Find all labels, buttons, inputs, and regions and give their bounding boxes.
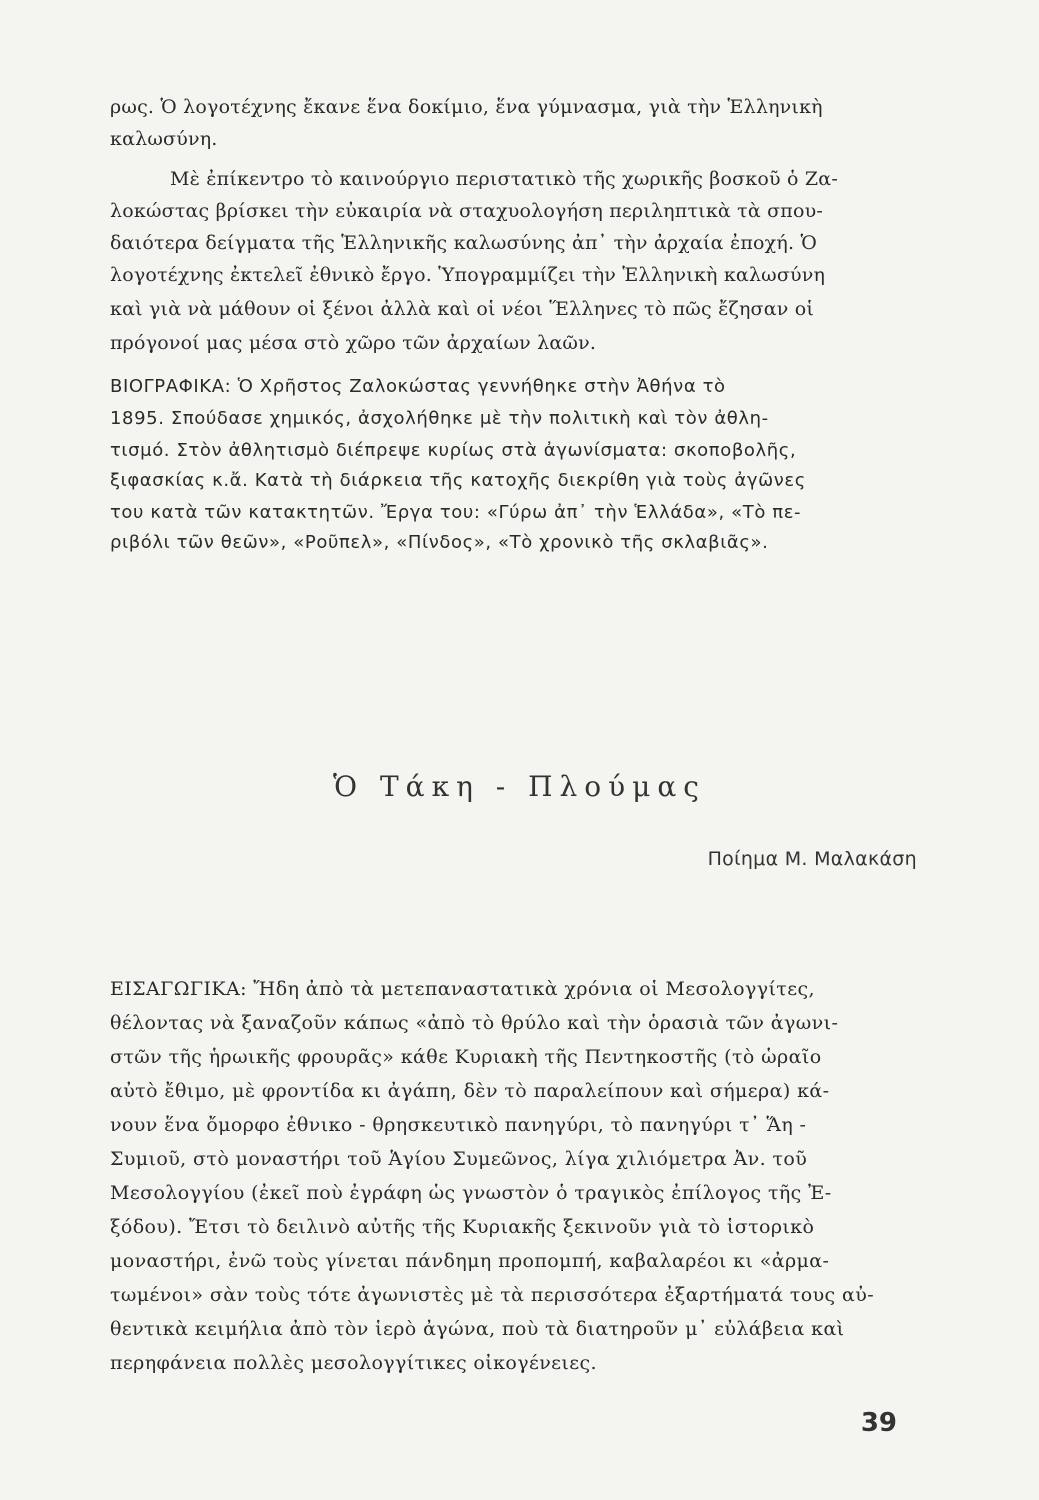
text-line: ριβόλι τῶν θεῶν», «Ροῦπελ», «Πίνδος», «Τὸ χρονικὸ τῆς σκλαβιᾶς».	[110, 532, 769, 553]
text-line: δαιότερα δείγματα τῆς Ἑλληνικῆς καλωσύνης ἀπ᾽ τὴν ἀρχαία ἐποχή. Ὁ	[110, 232, 817, 254]
page-number: 39	[860, 1408, 897, 1438]
text-line: περηφάνεια πολλὲς μεσολογγίτικες οἰκογένειες.	[110, 1352, 597, 1374]
text-line: θεντικὰ κειμήλια ἀπὸ τὸν ἱερὸ ἀγώνα, ποὺ τὰ διατηροῦν μ᾽ εὐλάβεια καὶ	[110, 1318, 845, 1340]
text-line: ξόδου). Ἔτσι τὸ δειλινὸ αὐτῆς τῆς Κυριακῆς ξεκινοῦν γιὰ τὸ ἱστορικὸ	[110, 1216, 815, 1238]
text-line: θέλοντας νὰ ξαναζοῦν κάπως «ἀπὸ τὸ θρύλο καὶ τὴν ὁρασιὰ τῶν ἀγωνι-	[110, 1012, 839, 1034]
text-line: νουν ἕνα ὄμορφο ἐθνικο - θρησκευτικὸ πανηγύρι, τὸ πανηγύρι τ᾽ Ἅη -	[110, 1114, 807, 1136]
text-line: τωμένοι» σὰν τοὺς τότε ἀγωνιστὲς μὲ τὰ περισσότερα ἐξαρτήματά τους αὐ-	[110, 1284, 875, 1306]
text-line: λοκώστας βρίσκει τὴν εὐκαιρία νὰ σταχυολογήση περιληπτικὰ τὰ σπου-	[110, 200, 824, 222]
text-line: 1895. Σπούδασε χημικός, ἀσχολήθηκε μὲ τὴν πολιτικὴ καὶ τὸν ἀθλη-	[110, 408, 769, 429]
text-line: καὶ γιὰ νὰ μάθουν οἱ ξένοι ἀλλὰ καὶ οἱ νέοι Ἕλληνες τὸ πῶς ἔζησαν οἱ	[110, 298, 815, 320]
text-line: ξιφασκίας κ.ἄ. Κατὰ τὴ διάρκεια τῆς κατοχῆς διεκρίθη γιὰ τοὺς ἀγῶνες	[110, 470, 806, 491]
text-line: στῶν τῆς ἡρωικῆς φρουρᾶς» κάθε Κυριακὴ τῆς Πεντηκοστῆς (τὸ ὡραῖο	[110, 1046, 822, 1068]
text-line: του κατὰ τῶν κατακτητῶν. Ἔργα του: «Γύρω ἀπ᾽ τὴν Ἑλλάδα», «Τὸ πε-	[110, 502, 802, 523]
text-line: πρόγονοί μας μέσα στὸ χῶρο τῶν ἀρχαίων λαῶν.	[110, 332, 597, 354]
text-line: Συμιοῦ, στὸ μοναστήρι τοῦ Ἁγίου Συμεῶνος, λίγα χιλιόμετρα Ἀν. τοῦ	[110, 1148, 808, 1170]
text-line: ρως. Ὁ λογοτέχνης ἔκανε ἕνα δοκίμιο, ἕνα γύμνασμα, γιὰ τὴν Ἑλληνικὴ	[110, 96, 823, 118]
text-line: τισμό. Στὸν ἀθλητισμὸ διέπρεψε κυρίως στὰ ἀγωνίσματα: σκοποβολῆς,	[110, 440, 797, 461]
text-line: ΕΙΣΑΓΩΓΙΚΑ: Ἤδη ἀπὸ τὰ μετεπαναστατικὰ χρόνια οἱ Μεσολογγίτες,	[110, 978, 815, 1000]
text-line: Μεσολογγίου (ἐκεῖ ποὺ ἐγράφη ὡς γνωστὸν ὁ τραγικὸς ἐπίλογος τῆς Ἐ-	[110, 1182, 832, 1204]
text-line: μοναστήρι, ἐνῶ τοὺς γίνεται πάνδημη προπομπή, καβαλαρέοι κι «ἀρμα-	[110, 1250, 830, 1272]
text-line: καλωσύνη.	[110, 128, 218, 150]
text-line: ΒΙΟΓΡΑΦΙΚΑ: Ὁ Χρῆστος Ζαλοκώστας γεννήθηκε στὴν Ἀθήνα τὸ	[110, 376, 726, 397]
text-line: αὐτὸ ἔθιμο, μὲ φροντίδα κι ἀγάπη, δὲν τὸ παραλείπουν καὶ σήμερα) κά-	[110, 1080, 830, 1102]
text-line: λογοτέχνης ἐκτελεῖ ἐθνικὸ ἔργο. Ὑπογραμμίζει τὴν Ἑλληνικὴ καλωσύνη	[110, 264, 826, 286]
text-line: Μὲ ἐπίκεντρο τὸ καινούργιο περιστατικὸ τῆς χωρικῆς βοσκοῦ ὁ Ζα-	[170, 168, 838, 190]
poem-byline: Ποίημα Μ. Μαλακάση	[707, 848, 917, 870]
poem-title: Ὁ Τάκη - Πλούμας	[333, 770, 706, 803]
